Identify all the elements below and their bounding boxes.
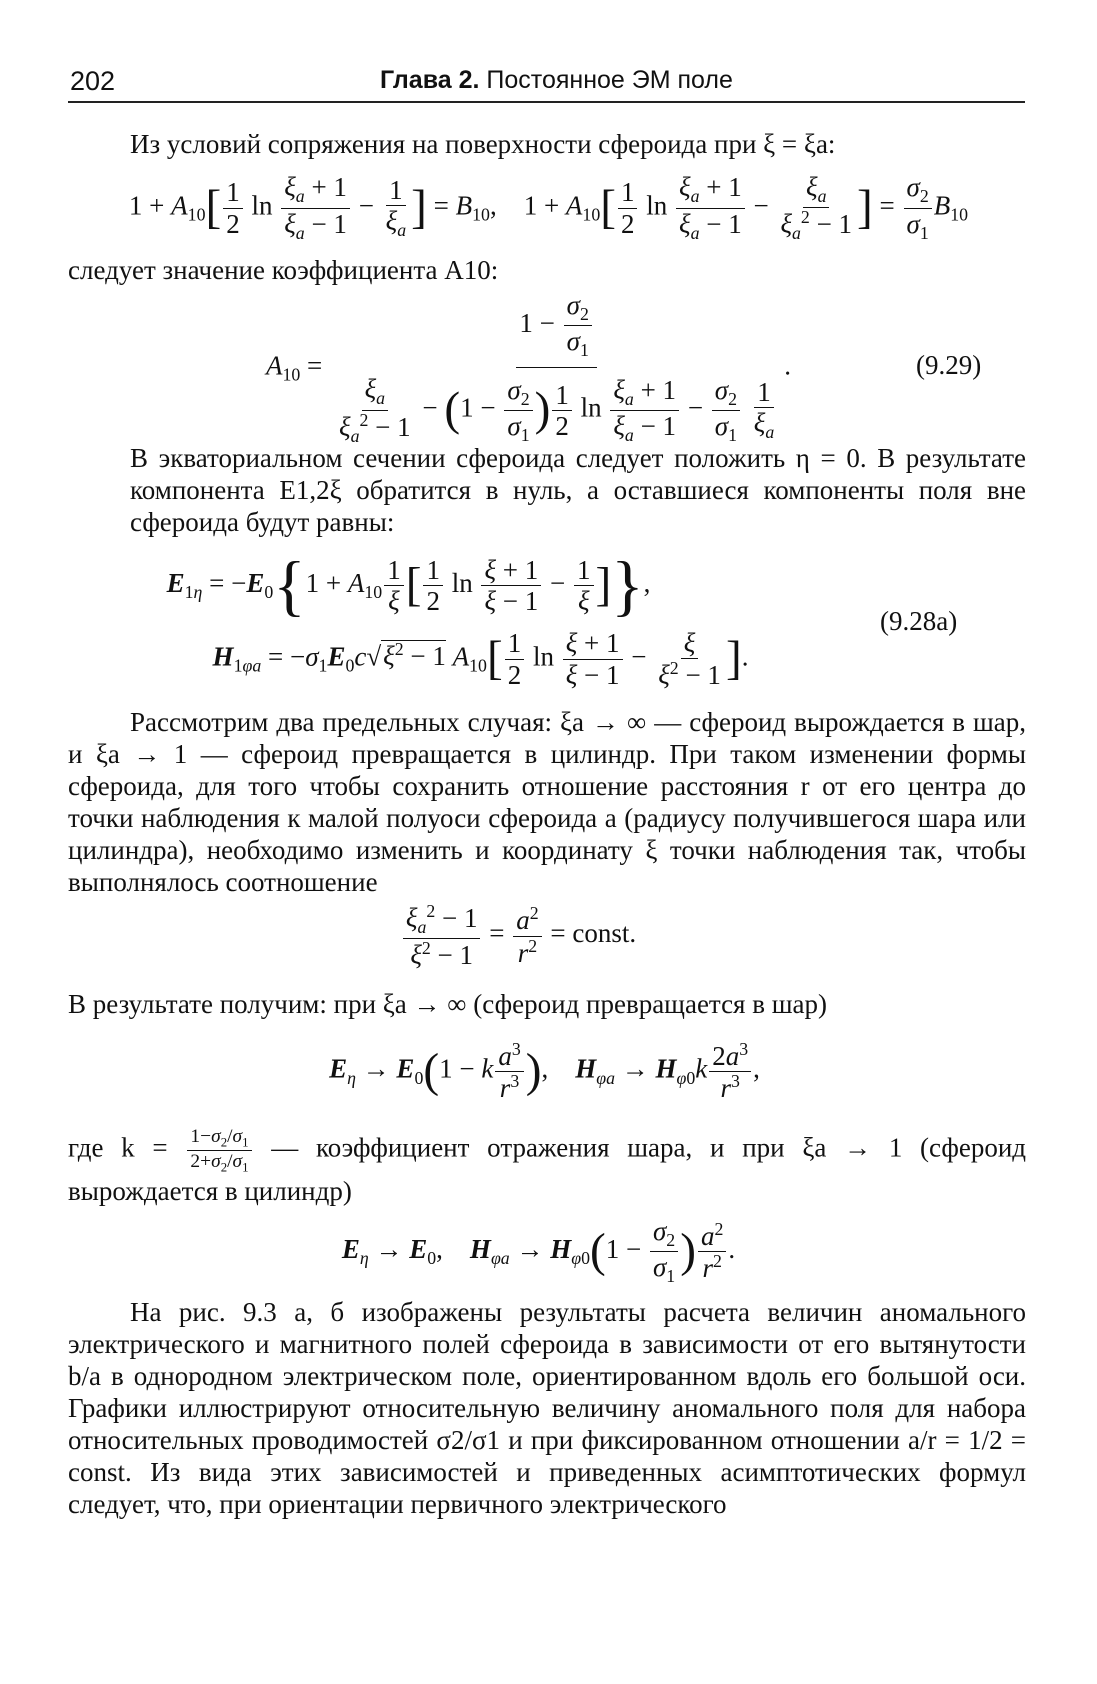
paragraph-equatorial: В экваториальном сечении сфероида следует положить η = 0. В результате компонента E1,2ξ обратится в нуль, а оставшиеся компоненты поля вне сфероида будут равны: xyxy=(130,443,1026,537)
paragraph-reflection-coefficient: где k = $\frac{1-\sigma_2/\sigma_1}{2+\sigma_2/\sigma_1}$ — коэффициент отражения шара, и при ξa → 1 (сфероид вырождается в цилиндр) xyxy=(68,1126,1027,1206)
equation-number-9-29: (9.29) xyxy=(916,350,982,380)
running-header xyxy=(380,66,733,95)
equation-number-9-28a: (9.28a) xyxy=(880,606,958,636)
reflection-where: где k = xyxy=(68,1132,168,1163)
paragraph-coefficient: следует значение коэффициента A10: xyxy=(68,255,499,285)
chapter-title: Постоянное ЭМ поле xyxy=(486,66,733,94)
paragraph-boundary-conditions: Из условий сопряжения на поверхности сфероида при ξ = ξa: xyxy=(130,129,836,159)
paragraph-limit-cases-text: Рассмотрим два предельных случая: ξa → ∞ — сфероид вырождается в шар, и ξa → 1 — сфероид превращается в цилиндр. При таком изменении формы сфероида, для того чтобы сохранить отношение расстояния r от его центра до точки наблюдения к малой полуоси сфероида a (радиусу получившегося шара или цилиндра), необходимо изменить и координату ξ точки наблюдения так, чтобы выполнялось соотношение xyxy=(68,707,1026,897)
reflection-text: — коэффициент отражения шара, и при ξa → 1 (сфероид вырождается в цилиндр) xyxy=(68,1132,1027,1206)
chapter-label: Глава 2. xyxy=(380,66,480,94)
header-rule xyxy=(68,101,1025,103)
paragraph-figure-discussion xyxy=(68,1296,1026,1520)
paragraph-sphere-case: В результате получим: при ξa → ∞ (сфероид превращается в шар) xyxy=(68,989,827,1019)
paragraph-limit-cases xyxy=(68,706,1026,898)
paragraph-figure-discussion-text: На рис. 9.3 a, б изображены результаты расчета величин аномального электрического и магнитного полей сфероида в зависимости от его вытянутости b/a в однородном электрическом поле, ориентированном вдоль его большой оси. Графики иллюстрируют относительную величину аномального поля для набора относительных проводимостей σ2/σ1 и при фиксированном отношении a/r = 1/2 = const. Из вида этих зависимостей и приведенных асимптотических формул следует, что, при ориентации первичного электрического xyxy=(68,1297,1026,1519)
page-number: 202 xyxy=(70,66,116,96)
const-label: const. xyxy=(572,918,637,949)
